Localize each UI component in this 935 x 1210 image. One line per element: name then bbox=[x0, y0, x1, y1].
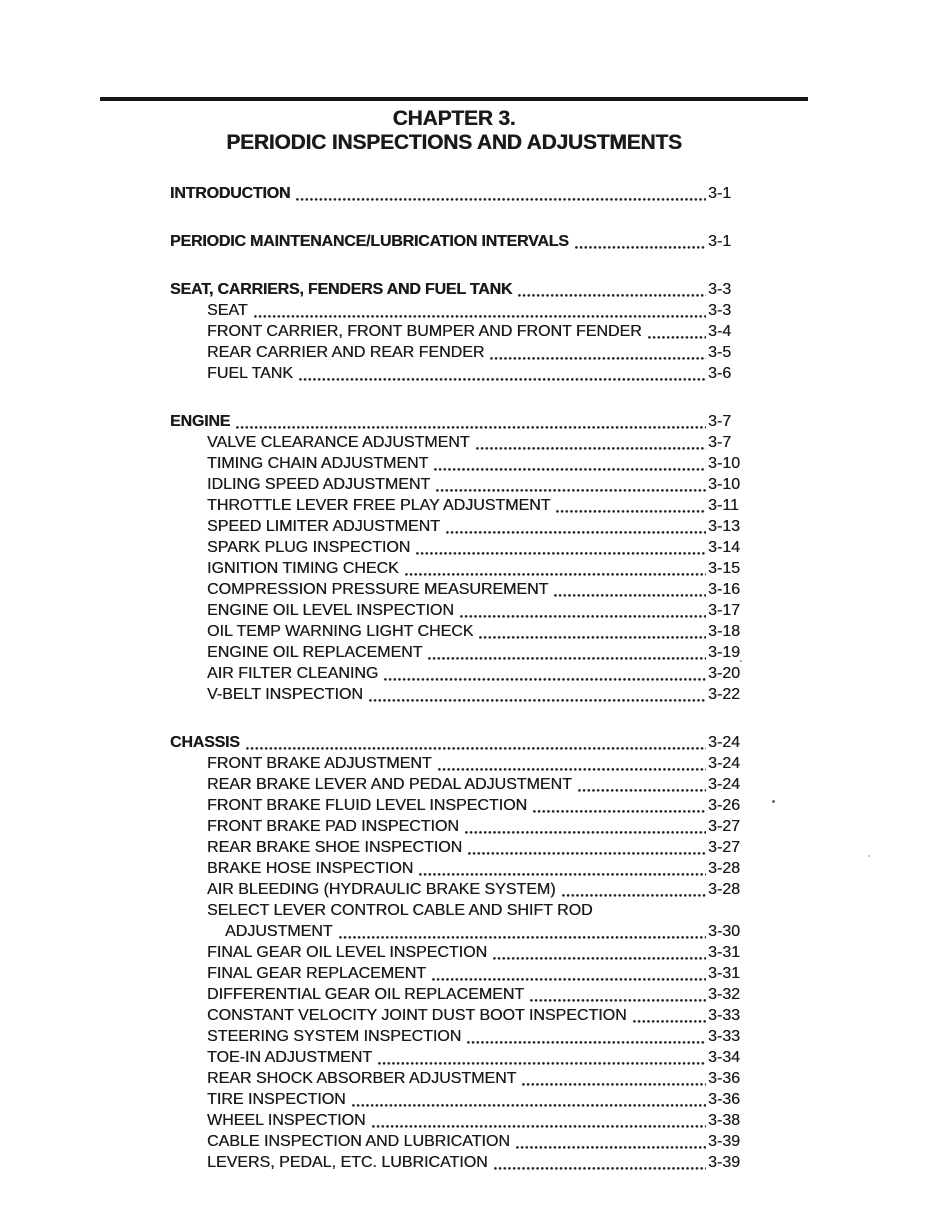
page-number: 3-16 bbox=[708, 581, 741, 598]
page-number: 3-3 bbox=[708, 302, 732, 319]
toc-entry-label: FINAL GEAR OIL LEVEL INSPECTION bbox=[207, 944, 488, 961]
page-number: 3-1 bbox=[708, 185, 732, 202]
dot-leader bbox=[648, 336, 706, 339]
toc-entry-label: IGNITION TIMING CHECK bbox=[207, 560, 399, 577]
page-number: 3-7 bbox=[708, 413, 732, 430]
toc-entry bbox=[170, 642, 744, 663]
dot-leader bbox=[467, 1041, 706, 1044]
page-number: 3-28 bbox=[708, 860, 741, 877]
toc-entry bbox=[170, 753, 744, 774]
page-number: 3-10 bbox=[708, 476, 741, 493]
toc-entry bbox=[170, 558, 744, 579]
dot-leader bbox=[460, 615, 706, 618]
toc-entry bbox=[170, 1131, 744, 1152]
page-number: 3-36 bbox=[708, 1091, 741, 1108]
toc-entry-label: BRAKE HOSE INSPECTION bbox=[207, 860, 414, 877]
toc-entry-label: ENGINE OIL LEVEL INSPECTION bbox=[207, 602, 454, 619]
dot-leader bbox=[432, 978, 706, 981]
toc-entry-label: REAR BRAKE SHOE INSPECTION bbox=[207, 839, 463, 856]
toc-entry-label: FRONT CARRIER, FRONT BUMPER AND FRONT FENDER bbox=[207, 323, 642, 340]
toc-entry-label: COMPRESSION PRESSURE MEASUREMENT bbox=[207, 581, 549, 598]
toc-entry-label: SPARK PLUG INSPECTION bbox=[207, 539, 411, 556]
page-number: 3-24 bbox=[708, 734, 741, 751]
toc-entry bbox=[170, 1089, 744, 1110]
dot-leader bbox=[352, 1104, 706, 1107]
page-number: 3-27 bbox=[708, 818, 741, 835]
toc-section-heading bbox=[170, 279, 744, 300]
toc-entry-label: AIR BLEEDING (HYDRAULIC BRAKE SYSTEM) bbox=[207, 881, 556, 898]
scan-speck bbox=[868, 855, 870, 857]
dot-leader bbox=[434, 468, 706, 471]
page-number: 3-20 bbox=[708, 665, 741, 682]
dot-leader bbox=[554, 594, 706, 597]
toc-entry bbox=[170, 663, 744, 684]
dot-leader bbox=[372, 1125, 706, 1128]
toc-entry-label: FINAL GEAR REPLACEMENT bbox=[207, 965, 427, 982]
toc-section-heading bbox=[170, 183, 744, 204]
page-number: 3-31 bbox=[708, 944, 741, 961]
toc-entry bbox=[170, 984, 744, 1005]
toc-entry-wrapped-line2 bbox=[170, 921, 744, 942]
dot-leader bbox=[236, 426, 706, 429]
toc-entry-label: FUEL TANK bbox=[207, 365, 293, 382]
chapter-title bbox=[100, 107, 808, 155]
toc-entry-label: FRONT BRAKE PAD INSPECTION bbox=[207, 818, 459, 835]
page-number: 3-11 bbox=[708, 497, 739, 514]
toc-entry bbox=[170, 474, 744, 495]
toc-entry bbox=[170, 1047, 744, 1068]
page-number: 3-14 bbox=[708, 539, 741, 556]
table-of-contents bbox=[170, 183, 744, 1173]
toc-entry-label: VALVE CLEARANCE ADJUSTMENT bbox=[207, 434, 470, 451]
page-number: 3-39 bbox=[708, 1154, 741, 1171]
dot-leader bbox=[416, 552, 706, 555]
toc-entry bbox=[170, 774, 744, 795]
page-number: 3-17 bbox=[708, 602, 741, 619]
header-rule bbox=[100, 97, 808, 101]
page-number: 3-31 bbox=[708, 965, 741, 982]
toc-entry-label: AIR FILTER CLEANING bbox=[207, 665, 379, 682]
toc-entry-label: ENGINE bbox=[170, 413, 231, 430]
dot-leader bbox=[438, 768, 706, 771]
toc-entry bbox=[170, 858, 744, 879]
toc-section-periodic-maintenance bbox=[170, 231, 744, 252]
page-number: 3-13 bbox=[708, 518, 741, 535]
dot-leader bbox=[369, 699, 706, 702]
dot-leader bbox=[465, 831, 706, 834]
toc-entry bbox=[170, 621, 744, 642]
dot-leader bbox=[476, 447, 706, 450]
chapter-title-line1: CHAPTER 3. bbox=[392, 107, 516, 130]
toc-entry-label: WHEEL INSPECTION bbox=[207, 1112, 366, 1129]
toc-section-heading bbox=[170, 732, 744, 753]
dot-leader bbox=[254, 315, 706, 318]
toc-entry-label: STEERING SYSTEM INSPECTION bbox=[207, 1028, 462, 1045]
toc-section-introduction bbox=[170, 183, 744, 204]
toc-section-engine bbox=[170, 411, 744, 705]
page-number: 3-24 bbox=[708, 755, 741, 772]
chapter-title-line2: PERIODIC INSPECTIONS AND ADJUSTMENTS bbox=[226, 131, 682, 154]
dot-leader bbox=[522, 1083, 706, 1086]
toc-entry-label: V-BELT INSPECTION bbox=[207, 686, 363, 703]
dot-leader bbox=[633, 1020, 706, 1023]
toc-entry-label: SEAT bbox=[207, 302, 248, 319]
dot-leader bbox=[530, 999, 706, 1002]
dot-leader bbox=[299, 378, 706, 381]
dot-leader bbox=[533, 810, 706, 813]
page-number: 3-19 bbox=[708, 644, 741, 661]
toc-entry bbox=[170, 879, 744, 900]
page-number: 3-1 bbox=[708, 233, 732, 250]
page-number: 3-15 bbox=[708, 560, 741, 577]
toc-entry-label: TIRE INSPECTION bbox=[207, 1091, 346, 1108]
dot-leader bbox=[575, 246, 706, 249]
dot-leader bbox=[518, 294, 706, 297]
dot-leader bbox=[516, 1146, 706, 1149]
toc-entry-label: OIL TEMP WARNING LIGHT CHECK bbox=[207, 623, 474, 640]
toc-entry bbox=[170, 684, 744, 705]
toc-section-chassis bbox=[170, 732, 744, 1173]
toc-entry bbox=[170, 942, 744, 963]
page-number: 3-18 bbox=[708, 623, 741, 640]
dot-leader bbox=[494, 1167, 706, 1170]
dot-leader bbox=[436, 489, 706, 492]
page-number: 3-30 bbox=[708, 923, 741, 940]
toc-entry bbox=[170, 1152, 744, 1173]
dot-leader bbox=[419, 873, 706, 876]
toc-entry bbox=[170, 1026, 744, 1047]
toc-entry bbox=[170, 1110, 744, 1131]
toc-entry-wrapped-line1 bbox=[170, 900, 744, 921]
toc-entry-label: SEAT, CARRIERS, FENDERS AND FUEL TANK bbox=[170, 281, 513, 298]
toc-entry-label: CONSTANT VELOCITY JOINT DUST BOOT INSPECTION bbox=[207, 1007, 627, 1024]
toc-entry-label: FRONT BRAKE ADJUSTMENT bbox=[207, 755, 432, 772]
page-number: 3-28 bbox=[708, 881, 741, 898]
dot-leader bbox=[446, 531, 706, 534]
toc-entry bbox=[170, 321, 744, 342]
toc-entry bbox=[170, 432, 744, 453]
toc-entry-label: INTRODUCTION bbox=[170, 185, 291, 202]
toc-entry-label: CHASSIS bbox=[170, 734, 240, 751]
toc-entry bbox=[170, 837, 744, 858]
dot-leader bbox=[468, 852, 706, 855]
toc-entry-label: DIFFERENTIAL GEAR OIL REPLACEMENT bbox=[207, 986, 525, 1003]
toc-entry-label: SPEED LIMITER ADJUSTMENT bbox=[207, 518, 440, 535]
toc-entry bbox=[170, 342, 744, 363]
toc-entry-label: PERIODIC MAINTENANCE/LUBRICATION INTERVALS bbox=[170, 233, 569, 250]
toc-entry-label: TIMING CHAIN ADJUSTMENT bbox=[207, 455, 429, 472]
dot-leader bbox=[296, 198, 706, 201]
page-number: 3-6 bbox=[708, 365, 732, 382]
dot-leader bbox=[490, 357, 706, 360]
page-number: 3-10 bbox=[708, 455, 741, 472]
toc-entry bbox=[170, 1005, 744, 1026]
toc-entry bbox=[170, 537, 744, 558]
toc-section-heading bbox=[170, 231, 744, 252]
toc-entry-label: TOE-IN ADJUSTMENT bbox=[207, 1049, 373, 1066]
toc-section-seat-carriers bbox=[170, 279, 744, 384]
toc-entry-label: REAR SHOCK ABSORBER ADJUSTMENT bbox=[207, 1070, 517, 1087]
toc-entry-label: LEVERS, PEDAL, ETC. LUBRICATION bbox=[207, 1154, 488, 1171]
toc-entry bbox=[170, 1068, 744, 1089]
page-number: 3-33 bbox=[708, 1028, 741, 1045]
toc-entry bbox=[170, 600, 744, 621]
dot-leader bbox=[246, 747, 706, 750]
page-number: 3-4 bbox=[708, 323, 732, 340]
dot-leader bbox=[339, 936, 706, 939]
page-number: 3-3 bbox=[708, 281, 732, 298]
dot-leader bbox=[405, 573, 706, 576]
toc-entry-label: REAR CARRIER AND REAR FENDER bbox=[207, 344, 485, 361]
toc-entry-label: CABLE INSPECTION AND LUBRICATION bbox=[207, 1133, 510, 1150]
toc-entry bbox=[170, 363, 744, 384]
dot-leader bbox=[479, 636, 706, 639]
dot-leader bbox=[562, 894, 706, 897]
toc-entry-label: THROTTLE LEVER FREE PLAY ADJUSTMENT bbox=[207, 497, 551, 514]
page-number: 3-27 bbox=[708, 839, 741, 856]
toc-entry-label: REAR BRAKE LEVER AND PEDAL ADJUSTMENT bbox=[207, 776, 572, 793]
dot-leader bbox=[556, 510, 706, 513]
toc-entry bbox=[170, 795, 744, 816]
toc-entry-label: SELECT LEVER CONTROL CABLE AND SHIFT ROD bbox=[207, 902, 593, 919]
page-number: 3-36 bbox=[708, 1070, 741, 1087]
page-number: 3-22 bbox=[708, 686, 741, 703]
toc-entry-label: FRONT BRAKE FLUID LEVEL INSPECTION bbox=[207, 797, 528, 814]
dot-leader bbox=[428, 657, 706, 660]
toc-entry-label: ENGINE OIL REPLACEMENT bbox=[207, 644, 423, 661]
scan-speck bbox=[740, 660, 742, 662]
toc-entry bbox=[170, 816, 744, 837]
toc-entry bbox=[170, 495, 744, 516]
page-number: 3-39 bbox=[708, 1133, 741, 1150]
toc-entry bbox=[170, 516, 744, 537]
page-number: 3-38 bbox=[708, 1112, 741, 1129]
dot-leader bbox=[578, 789, 706, 792]
toc-entry bbox=[170, 579, 744, 600]
page-number: 3-32 bbox=[708, 986, 741, 1003]
toc-section-heading bbox=[170, 411, 744, 432]
page-number: 3-33 bbox=[708, 1007, 741, 1024]
toc-entry bbox=[170, 453, 744, 474]
page-number: 3-34 bbox=[708, 1049, 741, 1066]
toc-entry bbox=[170, 300, 744, 321]
page-number: 3-26 bbox=[708, 797, 741, 814]
toc-entry-label: ADJUSTMENT bbox=[225, 923, 333, 940]
dot-leader bbox=[384, 678, 706, 681]
page-number: 3-7 bbox=[708, 434, 732, 451]
toc-entry-label: IDLING SPEED ADJUSTMENT bbox=[207, 476, 431, 493]
dot-leader bbox=[493, 957, 706, 960]
page-number: 3-5 bbox=[708, 344, 732, 361]
toc-entry bbox=[170, 963, 744, 984]
page-number: 3-24 bbox=[708, 776, 741, 793]
scan-speck bbox=[772, 800, 775, 803]
dot-leader bbox=[378, 1062, 706, 1065]
